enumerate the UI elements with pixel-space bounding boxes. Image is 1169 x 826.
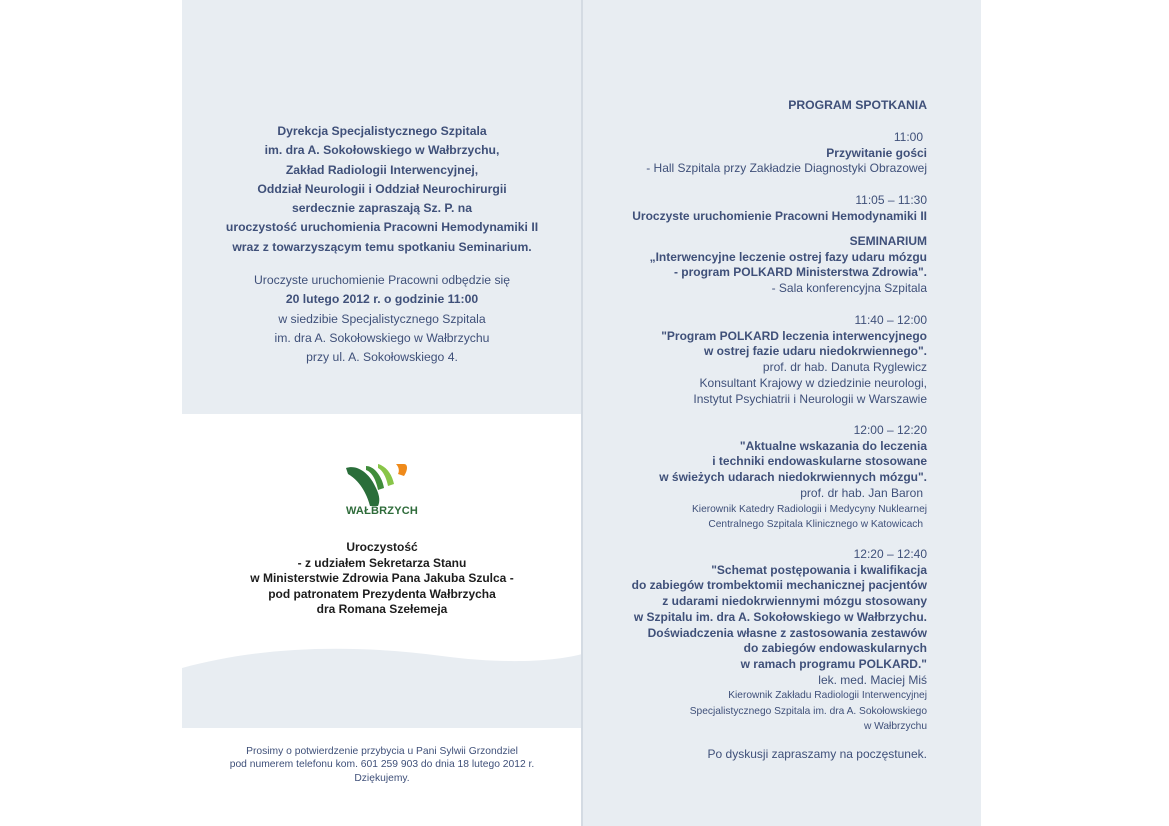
ceremony-line: pod patronatem Prezydenta Wałbrzycha [268,586,496,601]
item-title: do zabiegów trombektomii mechanicznej pacjentów [631,578,927,593]
item-affiliation: Instytut Psychiatrii i Neurologii w Warszawie [693,391,927,406]
rsvp-text [182,745,582,785]
program-item-2 [583,193,981,224]
invitation-line: Zakład Radiologii Interwencyjnej, [285,162,479,177]
program-item-6 [583,547,981,735]
item-title: z udarami niedokrwiennymi mózgu stosowany [662,594,927,609]
item-title: w ostrej fazie udaru niedokrwiennego". [703,344,927,359]
program-item-3 [583,234,981,297]
program-panel [583,0,981,826]
item-location: - Sala konferencyjna Szpitala [771,281,927,296]
ceremony-text [182,540,582,618]
item-location: - Hall Szpitala przy Zakładzie Diagnostyki Obrazowej [646,161,927,176]
item-title: w świeżych udarach niedokrwiennych mózgu". [659,470,927,485]
item-speaker: lek. med. Maciej Miś [818,672,927,687]
wave-decoration [182,640,582,730]
venue-line: przy ul. A. Sokołowskiego 4. [306,350,458,365]
item-time: 12:00 – 12:20 [853,423,927,437]
venue-line: im. dra A. Sokołowskiego w Wałbrzychu [274,330,490,345]
invitation-line: Oddział Neurologii i Oddział Neurochirurgii [257,181,507,196]
item-affiliation: Konsultant Krajowy w dziedzinie neurologi, [699,375,927,390]
item-title: Uroczyste uruchomienie Pracowni Hemodynamiki II [632,208,927,223]
item-affiliation: Kierownik Zakładu Radiologii Interwencyjnej [728,690,927,702]
item-affiliation: Specjalistycznego Szpitala im. dra A. Sokołowskiego [689,705,927,717]
item-affiliation: Centralnego Szpitala Klinicznego w Katowicach [708,519,923,531]
invitation-line: Dyrekcja Specjalistycznego Szpitala [277,124,487,138]
invitation-line: serdecznie zapraszają Sz. P. na [292,201,472,216]
ceremony-line: Uroczystość [346,540,418,554]
closing-note [583,747,981,761]
item-time: 11:00 [893,130,923,144]
item-time: 12:20 – 12:40 [853,547,927,561]
item-title: w ramach programu POLKARD." [740,656,927,671]
program-title-text: PROGRAM SPOTKANIA [788,98,927,112]
venue-line: Uroczyste uruchomienie Pracowni odbędzie się [253,273,511,287]
ceremony-line: w Ministerstwie Zdrowia Pana Jakuba Szulca - [250,571,514,586]
item-title: SEMINARIUM [849,234,927,248]
item-title: "Program POLKARD leczenia interwencyjnego [661,328,927,343]
item-title: Doświadczenia własne z zastosowania zestawów [647,625,927,640]
rsvp-line: Dziękujemy. [354,772,410,784]
logo-text: WAŁBRZYCH [345,505,419,517]
item-title: w Szpitalu im. dra A. Sokołowskiego w Wałbrzychu. [633,609,927,624]
item-title: "Aktualne wskazania do leczenia [739,438,927,453]
invitation-text [182,122,582,257]
ceremony-line: - z udziałem Sekretarza Stanu [297,555,467,570]
invitation-line: wraz z towarzyszącym temu spotkaniu Seminarium. [232,239,532,254]
invitation-line: uroczystość uruchomienia Pracowni Hemodynamiki II [225,220,539,235]
venue-line: w siedzibie Specjalistycznego Szpitala [278,311,486,326]
item-time: 11:40 – 12:00 [854,313,927,327]
program-item-4 [583,313,981,407]
item-affiliation: Kierownik Katedry Radiologii i Medycyny Nuklearnej [692,503,927,515]
closing-text: Po dyskusji zapraszamy na poczęstunek. [707,747,927,761]
rsvp-line: pod numerem telefonu kom. 601 259 903 do dnia 18 lutego 2012 r. [229,759,535,771]
rsvp-line: Prosimy o potwierdzenie przybycia u Pani Sylwii Grzondziel [246,746,518,757]
item-title: i techniki endowaskularne stosowane [712,454,927,469]
item-speaker: prof. dr hab. Jan Baron [800,485,923,500]
program-title [583,98,981,112]
program-item-1 [583,130,981,177]
ceremony-line: dra Romana Szełemeja [316,602,448,617]
item-time: 11:05 – 11:30 [855,193,927,207]
item-subtitle: - program POLKARD Ministerstwa Zdrowia". [673,265,927,280]
item-title: do zabiegów endowaskularnych [743,641,927,656]
item-affiliation: w Wałbrzychu [863,721,927,733]
item-speaker: prof. dr hab. Danuta Ryglewicz [762,360,927,375]
left-panel [182,0,582,826]
item-subtitle: „Interwencyjne leczenie ostrej fazy udaru mózgu [649,249,927,264]
item-title: "Schemat postępowania i kwalifikacja [711,562,927,577]
venue-date: 20 lutego 2012 r. o godzinie 11:00 [285,292,479,307]
program-item-5 [583,423,981,533]
invitation-line: im. dra A. Sokołowskiego w Wałbrzychu, [264,143,500,158]
item-title: Przywitanie gości [826,145,927,160]
venue-text [182,271,582,367]
